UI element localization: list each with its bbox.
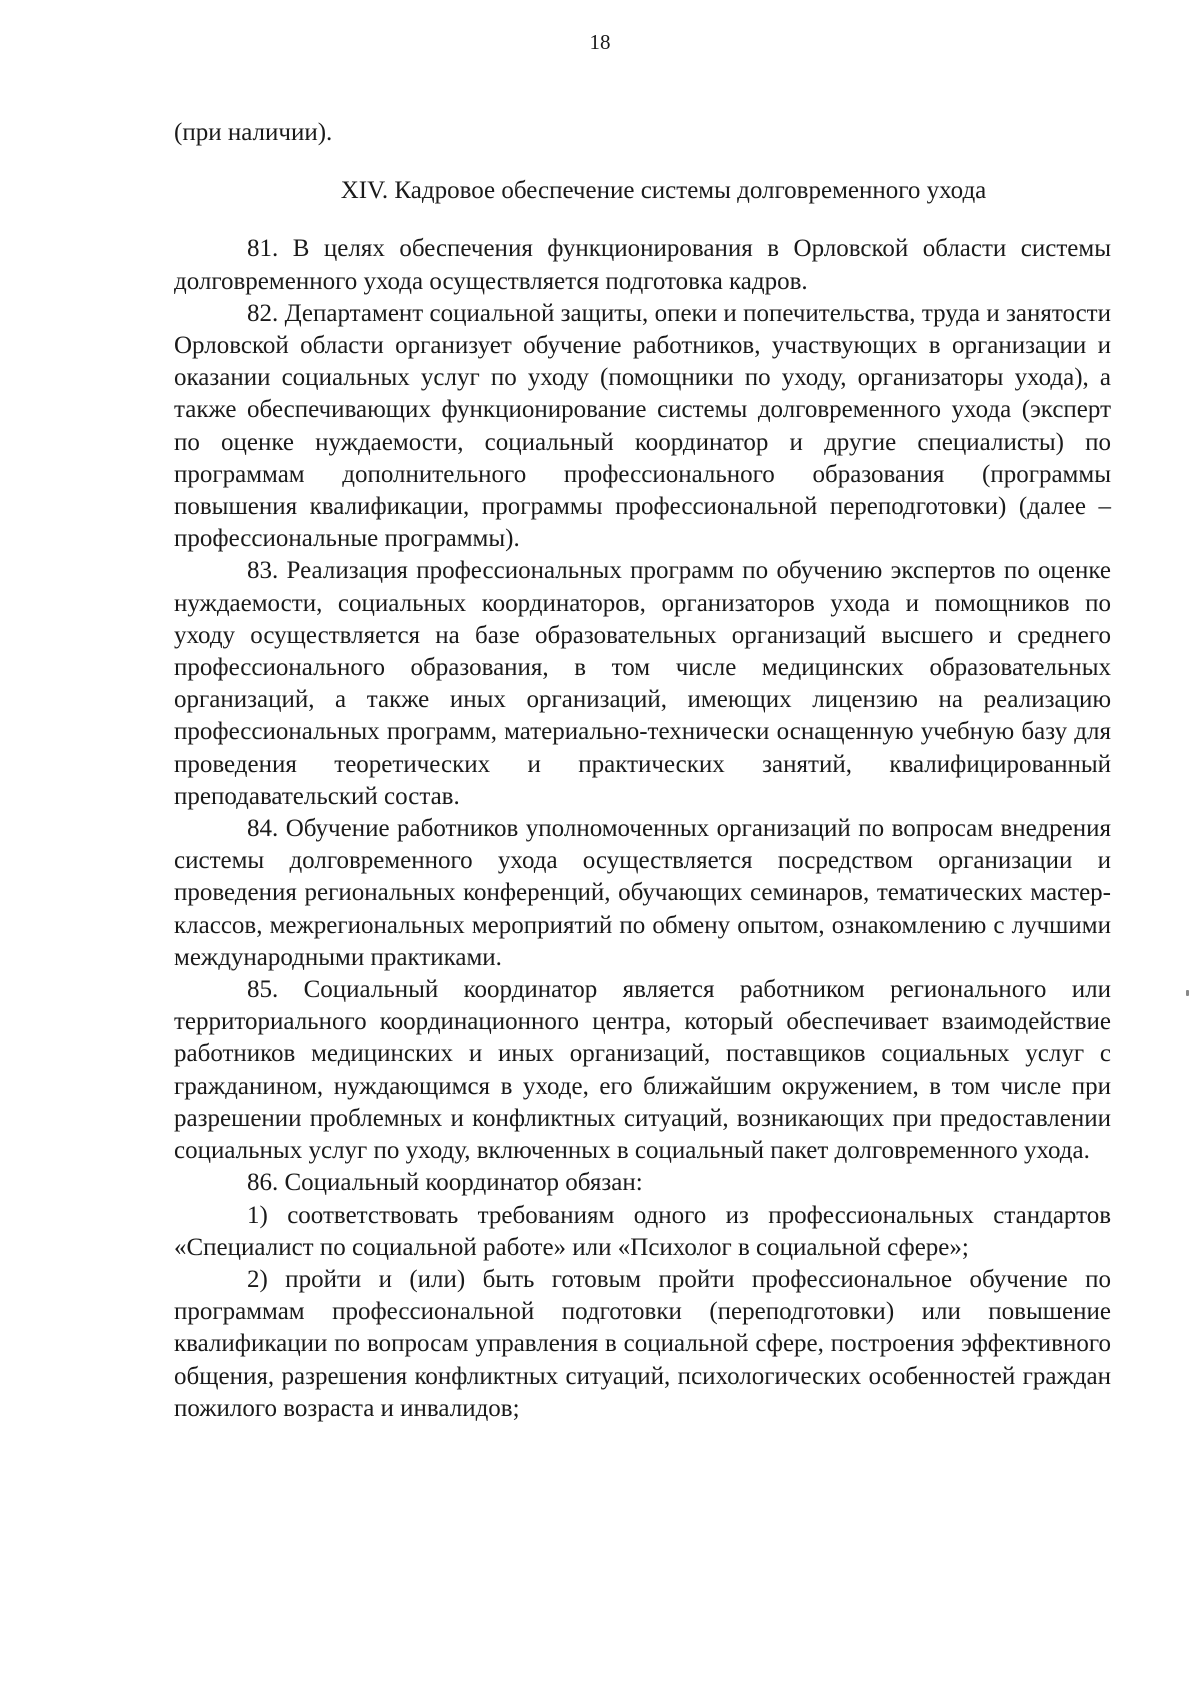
paragraph-85: 85. Социальный координатор является работником регионального или территориального координационного центра, который обеспечивает взаимодействие работников медицинских и иных организаций, поставщиков социальных услуг с гражданином, нуждающимся в уходе, его ближайшим окружением, в том числе при разрешении проблемных и конфликтных ситуаций, возникающих при предоставлении социальных услуг по уходу, включенных в социальный пакет долговременного ухода. <box>174 976 1111 1165</box>
page-number: 18 <box>589 30 611 54</box>
paragraph-86: 86. Социальный координатор обязан: <box>247 1169 643 1197</box>
document-body <box>174 117 1111 1425</box>
paragraph-83: 83. Реализация профессиональных программ по обучению экспертов по оценке нуждаемости, социальных координаторов, организаторов ухода и помощников по уходу осуществляется на базе образовательных организаций высшего и среднего профессионального образования, в том числе медицинских образовательных организаций, а также иных организаций, имеющих лицензию на реализацию профессиональных программ, материально-технически оснащенную учебную базу для проведения теоретических и практических занятий, квалифицированный преподавательский состав. <box>174 557 1111 810</box>
paragraph-81: 81. В целях обеспечения функционирования в Орловской области системы долговременного ухода осуществляется подготовка кадров. <box>174 235 1111 295</box>
lead-text: (при наличии). <box>174 119 333 146</box>
scan-mark <box>1186 990 1189 996</box>
paragraph-82: 82. Департамент социальной защиты, опеки и попечительства, труда и занятости Орловской области организует обучение работников, участвующих в организации и оказании социальных услуг по уходу (помощники по уходу, организаторы ухода), а также обеспечивающих функционирование системы долговременного ухода (эксперт по оценке нуждаемости, социальный координатор и другие специалисты) по программам дополнительного профессионального образования (программы повышения квалификации, программы профессиональной переподготовки) (далее – профессиональные программы). <box>174 299 1111 553</box>
list-item-1: 1) соответствовать требованиям одного из профессиональных стандартов «Специалист по социальной работе» или «Психолог в социальной сфере»; <box>174 1201 1111 1261</box>
list-item-2: 2) пройти и (или) быть готовым пройти профессиональное обучение по программам профессиональной подготовки (переподготовки) или повышение квалификации по вопросам управления в социальной сфере, построения эффективного общения, разрешения конфликтных ситуаций, психологических особенностей граждан пожилого возраста и инвалидов; <box>174 1265 1111 1422</box>
paragraph-84: 84. Обучение работников уполномоченных организаций по вопросам внедрения системы долговременного ухода осуществляется посредством организации и проведения региональных конференций, обучающих семинаров, тематических мастер-классов, межрегиональных мероприятий по обмену опытом, ознакомлению с лучшими международными практиками. <box>174 815 1111 971</box>
section-heading: XIV. Кадровое обеспечение системы долговременного ухода <box>340 177 987 205</box>
